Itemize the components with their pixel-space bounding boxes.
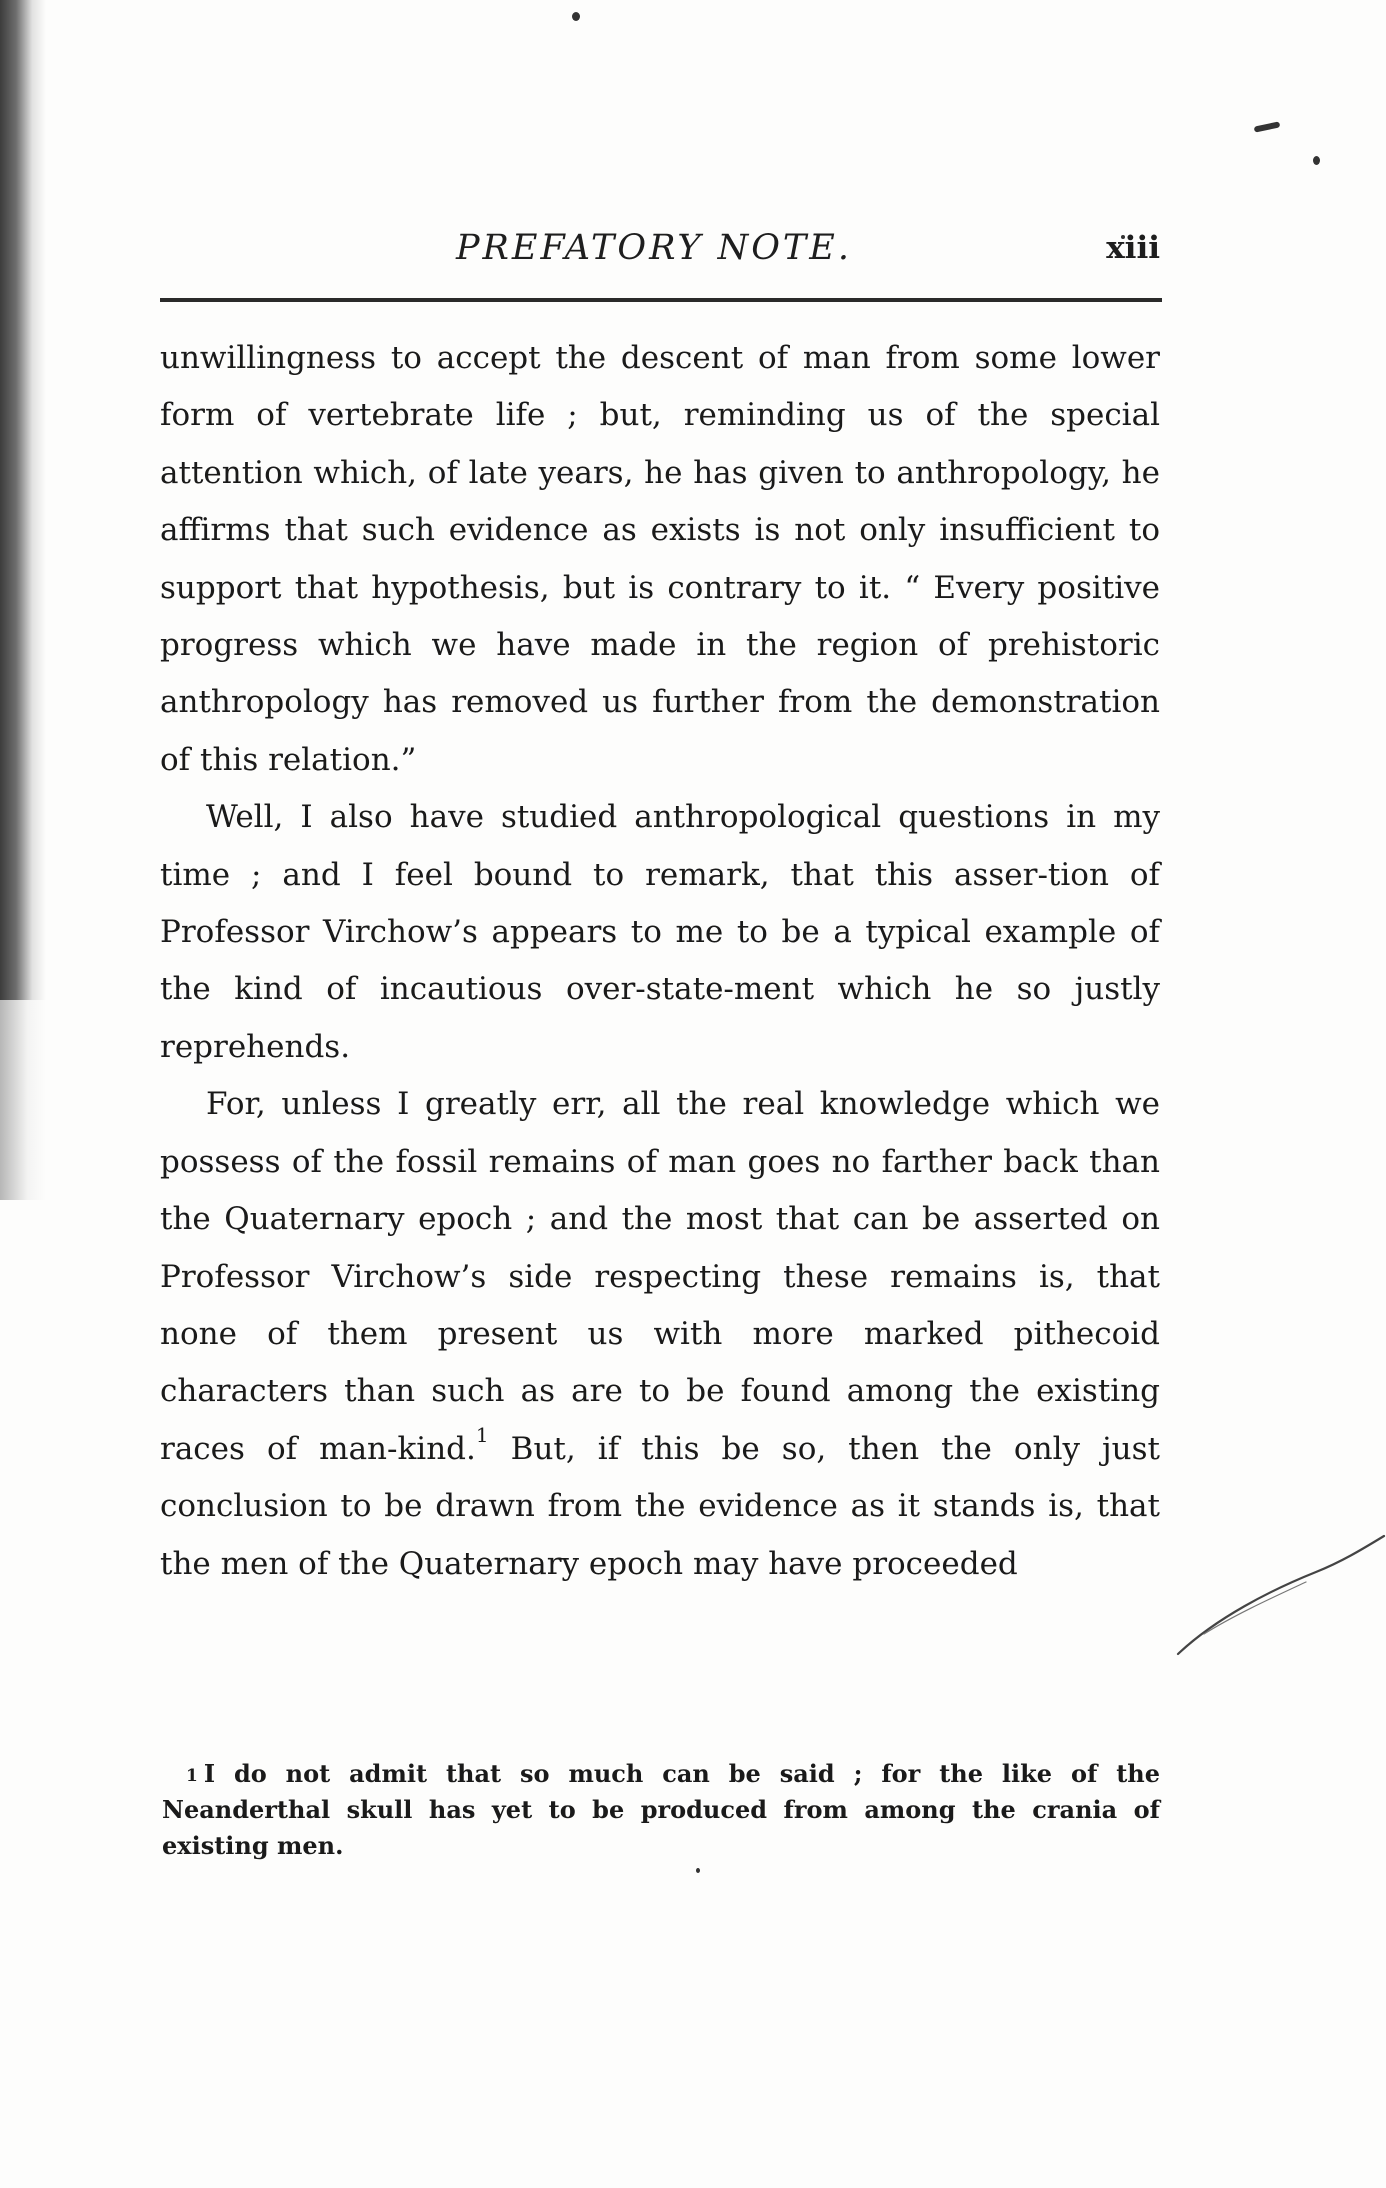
scan-shadow-edge-lower: [0, 1000, 46, 1200]
footnote-text: I do not admit that so much can be said ; for the like of the Neanderthal skull has yet to be produced from among the crania of existing men.: [162, 1759, 1160, 1860]
paragraph: [160, 1076, 1160, 1593]
running-title: PREFATORY NOTE.: [456, 228, 852, 268]
paragraph-text: For, unless I greatly err, all the real knowledge which we possess of the fossil remains of man goes no farther back than the Quaternary epoch ; and the most that can be asserted on Professor Virchow’s side respecting these remains is, that none of them present us with more marked pithecoid characters than such as are to be found among the existing races of man-kind.: [160, 1086, 1160, 1467]
page-header: [160, 228, 1160, 278]
ink-speck: [1254, 121, 1281, 132]
paragraph: unwillingness to accept the descent of man from some lower form of vertebrate life ; but, reminding us of the special attention which, of late years, he has given to anthropology, he affirms that such evidence as exists is not only insufficient to support that hypothesis, but is contrary to it. “ Every positive progress which we have made in the region of prehistoric anthropology has removed us further from the demonstration of this relation.”: [160, 340, 1160, 778]
paragraph: Well, I also have studied anthropological questions in my time ; and I feel bound to remark, that this asser-tion of Professor Virchow’s appears to me to be a typical example of the kind of incautious over-state-ment which he so justly reprehends.: [160, 799, 1160, 1065]
pencil-mark: [1176, 1530, 1386, 1660]
body-text: [160, 330, 1160, 1593]
footnote-mark: 1: [186, 1766, 198, 1786]
footnote-reference: 1: [475, 1422, 489, 1447]
paragraph-continuation: But, if this be so, then the only just conclusion to be drawn from the evidence as it stands is, that the men of the Quaternary epoch may have proceeded: [160, 1430, 1160, 1582]
ink-speck: [696, 1868, 700, 1873]
page-number: xiii: [1106, 230, 1160, 266]
footnote: [162, 1756, 1160, 1864]
ink-speck: [572, 12, 580, 21]
ink-speck: [1313, 156, 1320, 165]
header-rule: [160, 298, 1162, 302]
scan-shadow-edge: [0, 0, 46, 1000]
